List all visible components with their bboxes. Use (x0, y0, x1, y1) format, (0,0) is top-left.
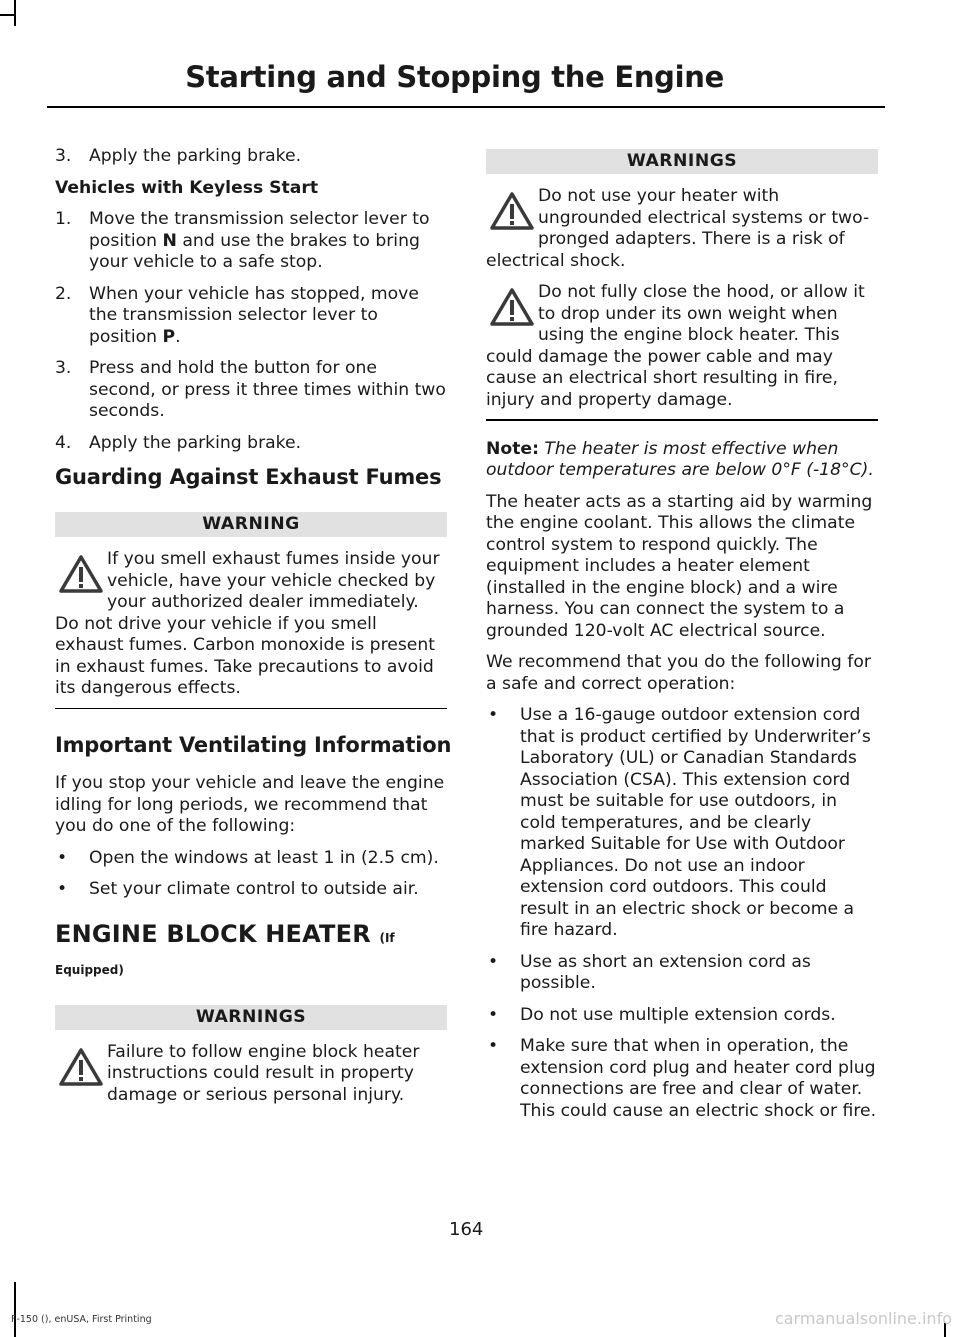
list-item: 4. Apply the parking brake. (55, 432, 302, 453)
warning-text: If you smell exhaust fumes inside your vehicle, have your vehicle checked by your authorized dealer immediately. Do not drive your vehicle if you smell exhaust fumes. Carbon monoxide is present in exhaust fumes. Take precautions to avoid its dangerous effects. (55, 549, 440, 698)
list-item: • Use a 16-gauge outdoor extension cord that is product certified by Underwriter’s Laboratory (UL) or Canadian Standards Association (CSA). This extension cord must be suitable for use outdoors, in cold temperatures, and be clearly marked Suitable for Use with Outdoor Appliances. Do not use an indoor extension cord outdoors. This could result in an electric shock or become a fire hazard. (488, 705, 871, 940)
warning-divider (486, 419, 878, 421)
warning-block (486, 282, 878, 411)
section-heading-engine-block-heater: ENGINE BLOCK HEATER (If (55, 919, 395, 948)
list-item: • Open the windows at least 1 in (2.5 cm). (57, 847, 439, 868)
list-item: • Make sure that when in operation, the extension cord plug and heater cord plug connections are free and clear of water. This could cause an electric shock or fire. (488, 1036, 877, 1121)
list-item: • Use as short an extension cord as possible. (488, 951, 811, 993)
page-number: 164 (449, 1219, 484, 1240)
warnings-label: WARNINGS (55, 1005, 447, 1030)
note: Note: The heater is most effective when outdoor temperatures are below 0°F (-18°C). (486, 438, 874, 480)
warning-triangle-icon (55, 1044, 107, 1092)
warning-block (55, 549, 447, 700)
list-item: • Do not use multiple extension cords. (488, 1004, 836, 1025)
warning-text: Failure to follow engine block heater instructions could result in property damage or serious personal injury. (107, 1041, 420, 1105)
list-item: 2. When your vehicle has stopped, move the transmission selector lever to position P. (55, 283, 419, 347)
watermark: carmanualsonline.info (774, 1309, 952, 1328)
paragraph: If you stop your vehicle and leave the engine idling for long periods, we recommend that you do one of the following: (55, 773, 445, 836)
crop-mark (14, 0, 16, 26)
section-heading-exhaust: Guarding Against Exhaust Fumes (55, 465, 442, 489)
keyless-heading: Vehicles with Keyless Start (55, 177, 319, 198)
list-item: • Set your climate control to outside air. (57, 879, 419, 899)
warnings-label: WARNINGS (486, 149, 878, 174)
section-heading-ventilating: Important Ventilating Information (55, 733, 452, 757)
warning-triangle-icon (486, 188, 538, 236)
paragraph: We recommend that you do the following for a safe and correct operation: (486, 652, 871, 694)
left-column (55, 146, 452, 1106)
header-divider (47, 106, 885, 108)
list-item: 3. Press and hold the button for one second, or press it three times within two seconds. (55, 358, 446, 421)
warning-block (486, 186, 878, 272)
warning-divider (55, 708, 447, 710)
list-item: 3. Apply the parking brake. (55, 146, 302, 166)
crop-mark (14, 1282, 16, 1337)
equipped-note: Equipped) (55, 962, 124, 977)
warning-label: WARNING (55, 512, 447, 537)
warning-triangle-icon (486, 284, 538, 332)
warning-triangle-icon (55, 551, 107, 599)
paragraph: The heater acts as a starting aid by warming the engine coolant. This allows the climate control system to respond quickly. The equipment includes a heater element (installed in the engine block) and a wire harness. You can connect the system to a grounded 120-volt AC electrical source. (486, 491, 873, 641)
warning-block (55, 1042, 447, 1107)
right-column (486, 146, 878, 1132)
edition-info: F-150 (), enUSA, First Printing (11, 1314, 152, 1325)
warning-text: Do not fully close the hood, or allow it to drop under its own weight when using the engine block heater. This could damage the power cable and may cause an electrical short resulting in fire, injury and property damage. (486, 282, 865, 410)
crop-mark (0, 14, 16, 16)
list-item: 1. Move the transmission selector lever to position N and use the brakes to bring your vehicle to a safe stop. (55, 209, 430, 272)
page-title: Starting and Stopping the Engine (185, 60, 724, 94)
warning-text: Do not use your heater with ungrounded electrical systems or two-pronged adapters. There is a risk of electrical shock. (486, 186, 870, 271)
